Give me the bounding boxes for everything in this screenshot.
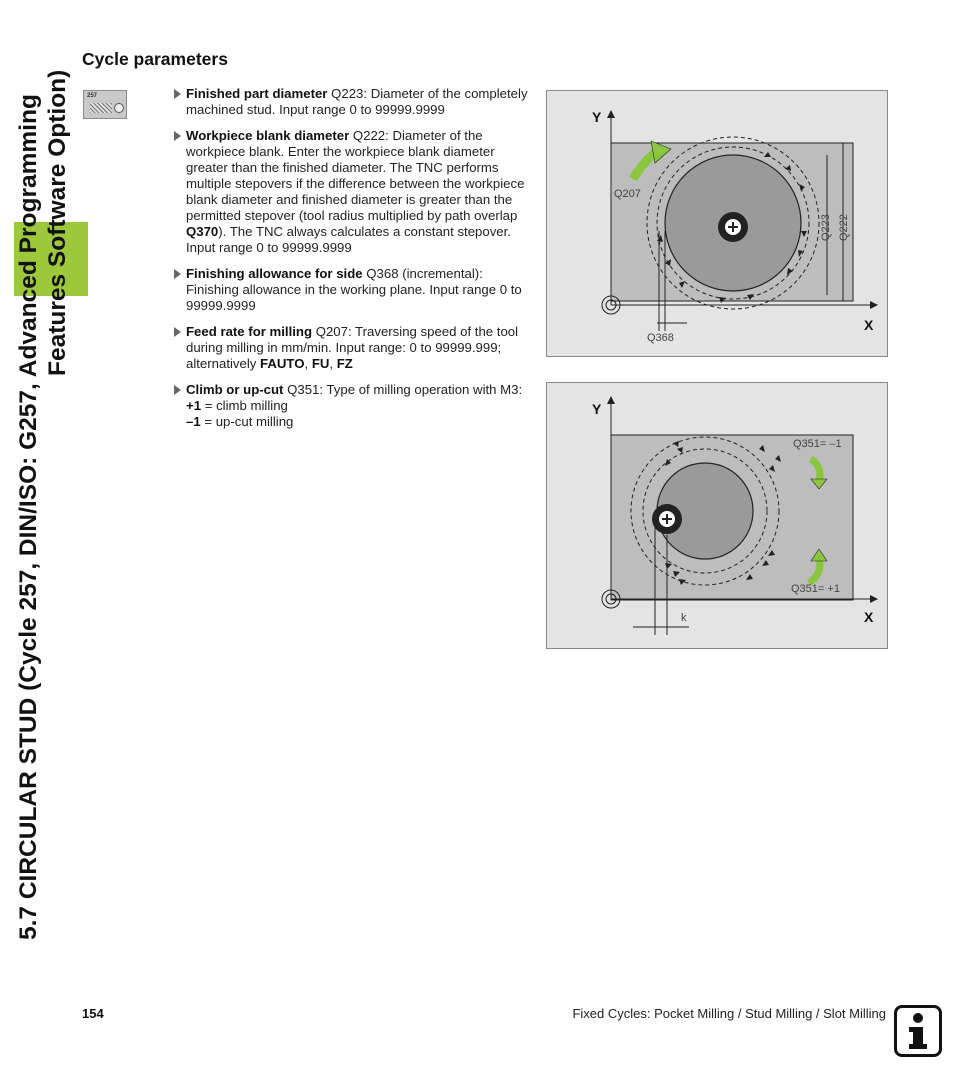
param-climb-upcut: Climb or up-cut Q351: Type of milling operation with M3: +1 = climb milling –1 = up-cut milling (172, 382, 528, 430)
side-title-line2: Features Software Option) (44, 69, 71, 376)
param-finishing-allowance: Finishing allowance for side Q368 (incremental): Finishing allowance in the working plane. Input range 0 to 99999.9999 (172, 266, 528, 314)
param-finished-diameter: Finished part diameter Q223: Diameter of the completely machined stud. Input range 0 to 99999.9999 (172, 86, 528, 118)
figure-stud-dimensions (546, 90, 888, 357)
footer-chapter: Fixed Cycles: Pocket Milling / Stud Milling / Slot Milling (572, 1006, 886, 1021)
page-number: 154 (82, 1006, 104, 1021)
milling-tool-icon (652, 504, 682, 534)
bullet-triangle-icon (174, 89, 181, 99)
info-icon (894, 1005, 942, 1057)
bullet-triangle-icon (174, 327, 181, 337)
y-axis-label: Y (592, 401, 602, 417)
chapter-side-title (14, 40, 80, 940)
q351-upcut-label: Q351= –1 (793, 438, 842, 450)
side-title-line1: 5.7 CIRCULAR STUD (Cycle 257, DIN/ISO: G257, Advanced Programming (15, 94, 42, 940)
x-axis-label: X (864, 609, 874, 625)
x-axis-label: X (864, 317, 874, 333)
param-feed-rate: Feed rate for milling Q207: Traversing speed of the tool during milling in mm/min. Input range: 0 to 99999.999; alternatively FAUTO, FU, FZ (172, 324, 528, 372)
softkey-label: 257 (87, 93, 98, 99)
q351-climb-label: Q351= +1 (791, 583, 840, 595)
q207-label: Q207 (614, 188, 641, 200)
y-axis-label: Y (592, 109, 602, 125)
k-label: k (681, 612, 687, 624)
figure-milling-direction (546, 382, 888, 649)
bullet-triangle-icon (174, 131, 181, 141)
q368-label: Q368 (647, 332, 674, 344)
option-climb: +1 = climb milling (186, 398, 288, 413)
bullet-triangle-icon (174, 385, 181, 395)
bullet-triangle-icon (174, 269, 181, 279)
milling-tool-icon (718, 212, 748, 242)
q223-label: Q223 (820, 214, 832, 241)
softkey-257-icon (83, 90, 127, 119)
q222-label: Q222 (838, 214, 850, 241)
section-title: Cycle parameters (82, 49, 228, 69)
option-upcut: –1 = up-cut milling (186, 414, 294, 429)
parameter-list (172, 86, 528, 440)
param-blank-diameter: Workpiece blank diameter Q222: Diameter of the workpiece blank. Enter the workpiece blank diameter greater than the finished diameter. The TNC performs multiple stepovers if the difference between the workpiece blank diameter and finished diameter is greater than the permitted stepover (tool radius multiplied by path overlap Q370). The TNC always calculates a constant stepover. Input range 0 to 99999.9999 (172, 128, 528, 256)
